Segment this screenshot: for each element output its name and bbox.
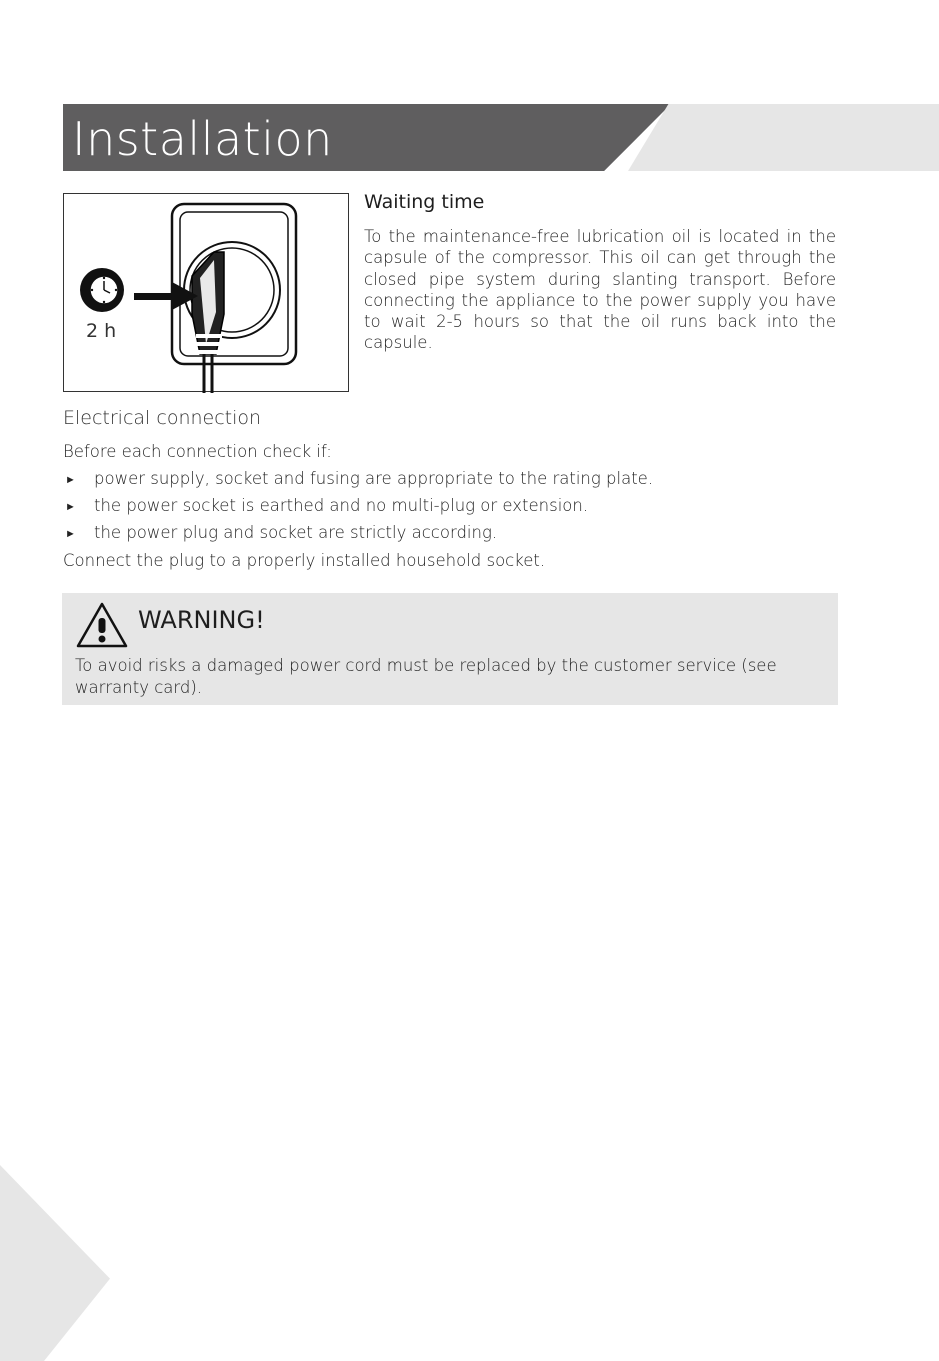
electrical-intro: Before each connection check if: — [63, 442, 332, 461]
electrical-outro: Connect the plug to a properly installed household socket. — [63, 551, 546, 570]
warning-triangle-icon — [75, 601, 129, 649]
bullet-arrow-icon: ► — [65, 527, 76, 540]
warning-title: WARNING! — [138, 606, 265, 634]
warning-text: To avoid risks a damaged power cord must be replaced by the customer service (see warranty card). — [75, 656, 777, 697]
waiting-time-heading: Waiting time — [364, 191, 485, 213]
page-title: Installation — [72, 112, 333, 166]
list-item — [63, 496, 653, 523]
header-decoration — [628, 104, 939, 171]
bullet-arrow-icon: ► — [65, 473, 76, 486]
electrical-connection-heading: Electrical connection — [63, 407, 262, 429]
warning-box — [62, 593, 838, 705]
checklist — [63, 469, 653, 550]
list-item-text: the power socket is earthed and no multi-plug or extension. — [94, 496, 589, 515]
list-item — [63, 523, 653, 550]
list-item — [63, 469, 653, 496]
time-label: 2 h — [86, 320, 117, 342]
list-item-text: power supply, socket and fusing are appropriate to the rating plate. — [94, 469, 654, 488]
plug-illustration — [63, 193, 349, 392]
socket-plug-icon — [64, 194, 350, 393]
waiting-time-text: To the maintenance-free lubrication oil is located in the capsule of the compressor. This oil can get through the closed pipe system during slanting transport. Before connecting the appliance to the power supply you have to wait 2-5 hours so that the oil runs back into the capsule. — [364, 227, 836, 353]
bullet-arrow-icon: ► — [65, 500, 76, 513]
list-item-text: the power plug and socket are strictly according. — [94, 523, 498, 542]
page-corner-decoration — [0, 1165, 110, 1361]
